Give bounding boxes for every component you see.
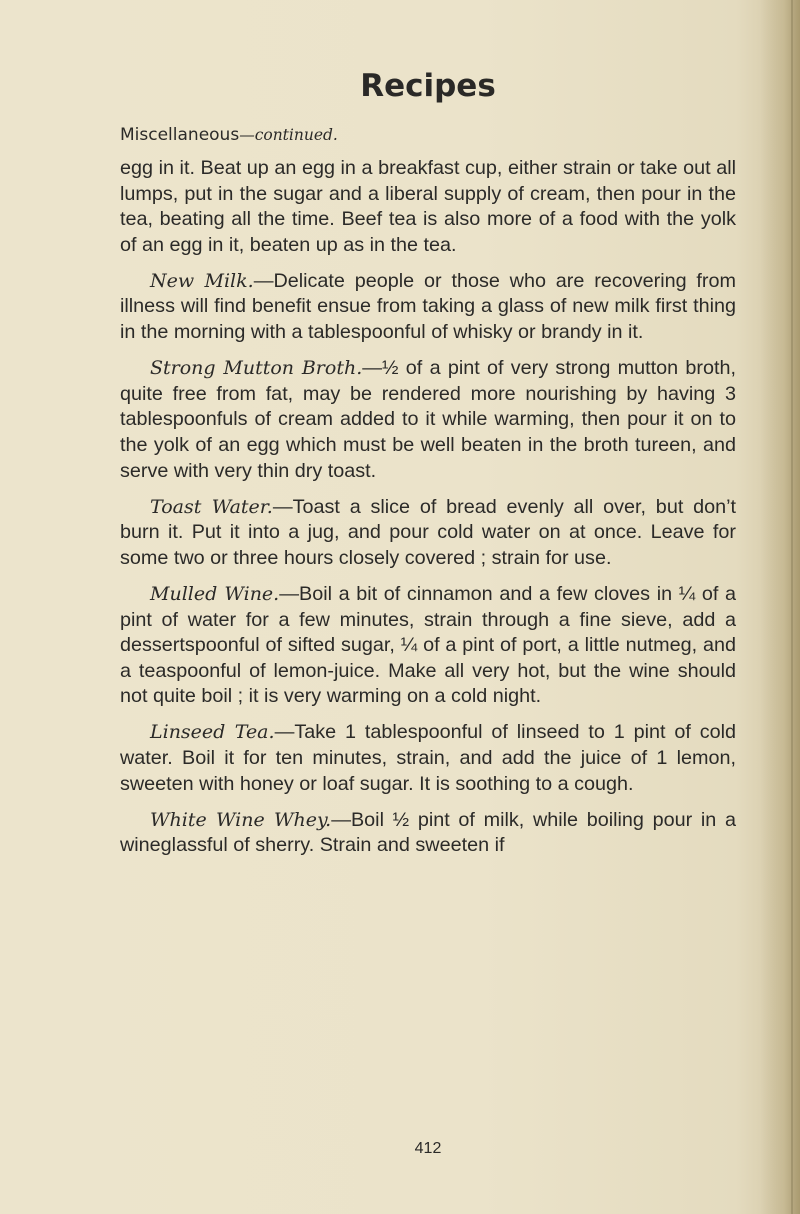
- recipe-title: Strong Mutton Broth.: [150, 357, 363, 380]
- recipe-paragraph: [120, 269, 736, 346]
- recipe-title: Linseed Tea.: [150, 721, 275, 744]
- running-header: Recipes: [360, 68, 496, 104]
- recipe-paragraph: [120, 156, 736, 258]
- recipe-paragraph: [120, 808, 736, 859]
- section-heading: [120, 122, 736, 148]
- page-edge-line: [791, 0, 793, 1214]
- recipe-body: —Boil a bit of cinnamon and a few cloves in ¼ of a pint of water for a few minutes, strain through a fine sieve, add a dessertspoonful of sifted sugar, ¼ of a pint of port, a little nutmeg, and a teaspoonful of lemon-juice. Make all very hot, but the wine should not quite boil ; it is very warming on a cold night.: [120, 582, 736, 708]
- recipe-body: —Take 1 tablespoonful of linseed to 1 pint of cold water. Boil it for ten minutes, strain, and add the juice of 1 lemon, sweeten with honey or loaf sugar. It is soothing to a cough.: [120, 721, 736, 795]
- section-continued: —continued.: [239, 126, 338, 144]
- page-content: [120, 62, 737, 1157]
- page-number: 412: [414, 1140, 442, 1157]
- section-title: Miscellaneous: [120, 125, 240, 145]
- recipe-paragraph: [120, 356, 736, 484]
- recipe-title: New Milk.: [150, 269, 254, 292]
- recipe-body: egg in it. Beat up an egg in a breakfast cup, either strain or take out all lumps, put in the sugar and a liberal supply of cream, then pour in the tea, beating all the time. Beef tea is also more of a food with the yolk of an egg in it, beaten up as in the tea.: [120, 157, 736, 256]
- recipe-body: —Boil ½ pint of milk, while boiling pour in a wineglassful of sherry. Strain and sweeten if: [120, 808, 736, 857]
- recipe-title: White Wine Whey.: [150, 808, 332, 831]
- recipe-paragraph: [120, 495, 736, 572]
- recipe-title: Mulled Wine.: [150, 582, 280, 605]
- recipe-body: —½ of a pint of very strong mutton broth, quite free from fat, may be rendered more nourishing by having 3 tablespoonfuls of cream added to it while warming, then pour it on to the yolk of an egg which must be well beaten in the broth tureen, and serve with very thin dry toast.: [120, 357, 737, 482]
- recipe-body: —Toast a slice of bread evenly all over, but don’t burn it. Put it into a jug, and pour cold water on at once. Leave for some two or three hours closely covered ; strain for use.: [120, 495, 737, 569]
- recipe-body: —Delicate people or those who are recovering from illness will find benefit ensue from taking a glass of new milk first thing in the morning with a tablespoonful of whisky or brandy in it.: [120, 269, 736, 344]
- recipe-paragraph: [120, 720, 736, 797]
- recipe-paragraph: [120, 582, 736, 710]
- page-edge-shadow: [760, 0, 800, 1214]
- recipe-title: Toast Water.: [150, 495, 273, 518]
